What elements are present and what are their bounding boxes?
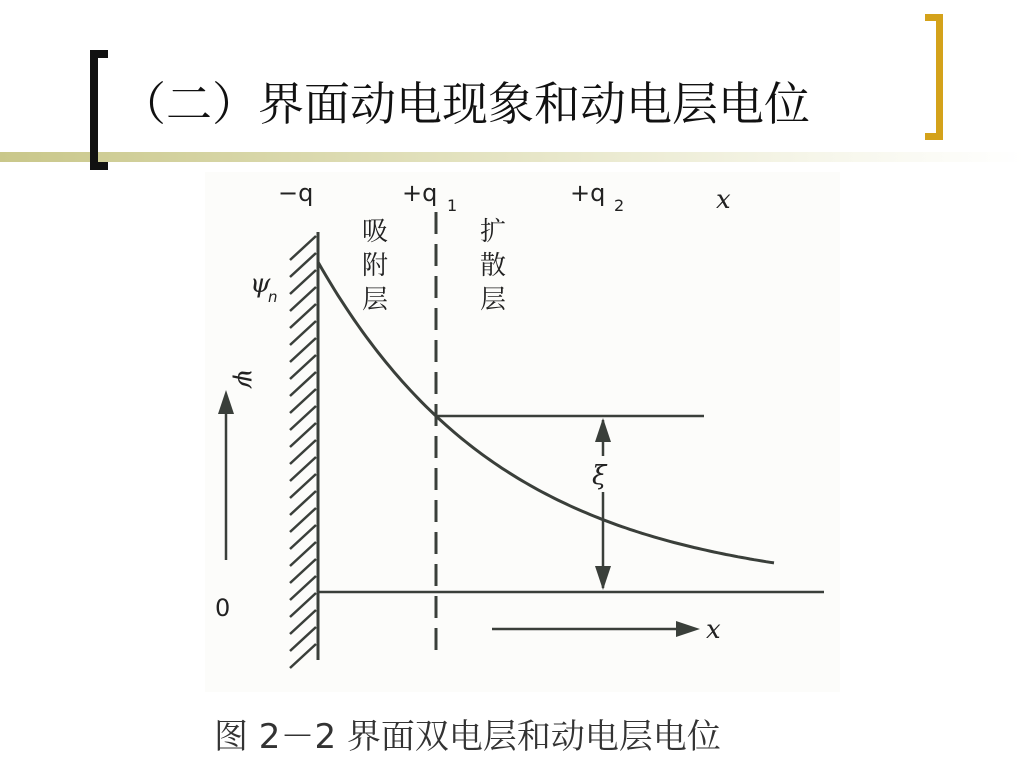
psi-n-sub: n bbox=[268, 288, 278, 306]
top-x-label: x bbox=[716, 185, 731, 215]
x-axis-arrowhead bbox=[676, 621, 700, 637]
diffusion-char-1: 扩 bbox=[480, 217, 507, 247]
solid-wall bbox=[290, 232, 318, 668]
x-axis-label: x bbox=[706, 615, 721, 645]
charge-label-pos1 bbox=[402, 179, 457, 215]
charge-label-pos1-sub: 1 bbox=[447, 196, 458, 215]
adsorption-char-1: 吸 bbox=[362, 217, 389, 247]
charge-label-pos2-sub: 2 bbox=[614, 196, 625, 215]
zeta-arrow-head-up bbox=[595, 418, 611, 442]
adsorption-char-2: 附 bbox=[362, 251, 389, 281]
charge-label-pos1-main: +q bbox=[402, 179, 438, 207]
zeta-arrow-head-down bbox=[595, 566, 611, 590]
zero-label: 0 bbox=[215, 594, 231, 622]
psi-axis-label: ψ bbox=[231, 368, 261, 389]
psi-axis bbox=[218, 368, 261, 560]
diffusion-char-3: 层 bbox=[480, 285, 507, 315]
wall-hatching bbox=[290, 236, 316, 668]
diffusion-layer-label bbox=[480, 217, 506, 315]
psi-n-main: ψ bbox=[250, 269, 271, 299]
charge-label-neg: −q bbox=[278, 179, 314, 207]
zeta-double-arrow bbox=[588, 418, 618, 590]
adsorption-char-3: 层 bbox=[362, 285, 389, 315]
slide-title: （二）界面动电现象和动电层电位 bbox=[120, 77, 810, 131]
adsorption-layer-label bbox=[362, 217, 388, 315]
charge-label-pos2-main: +q bbox=[570, 179, 606, 207]
x-axis-arrow bbox=[492, 615, 721, 645]
figure-caption: 图 2－2 界面双电层和动电层电位 bbox=[214, 717, 721, 757]
psi-axis-arrowhead bbox=[218, 390, 234, 414]
diffusion-char-2: 散 bbox=[480, 251, 507, 281]
psi-n-label bbox=[250, 269, 278, 306]
zeta-label: ξ bbox=[592, 461, 607, 491]
charge-label-pos2 bbox=[570, 179, 624, 215]
